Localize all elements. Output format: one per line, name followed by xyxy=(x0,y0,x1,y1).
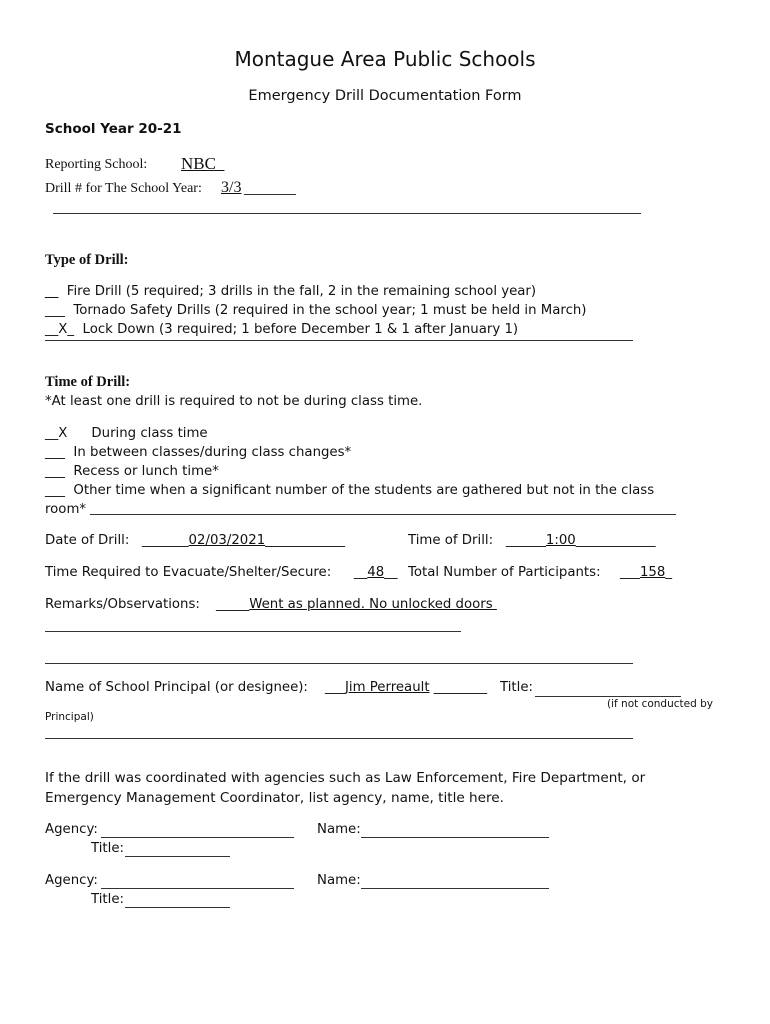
type-of-drill-underline xyxy=(45,340,633,341)
drill-number-label: Drill # for The School Year: xyxy=(45,181,202,196)
title-1-label: Title: xyxy=(91,841,124,856)
evacuate-time-label: Time Required to Evacuate/Shelter/Secure: xyxy=(45,565,332,580)
tornado-drill-option[interactable] xyxy=(45,303,587,319)
between-classes-text: In between classes/during class changes* xyxy=(73,445,352,460)
between-classes-mark: ___ xyxy=(45,445,65,460)
principal-label: Name of School Principal (or designee): xyxy=(45,680,308,695)
agency-2-label: Agency: xyxy=(45,873,98,888)
between-classes-option[interactable] xyxy=(45,445,351,461)
evacuate-time-value[interactable]: __48__ xyxy=(354,565,398,580)
remarks-value[interactable]: _____Went as planned. No unlocked doors xyxy=(216,597,493,612)
time-of-drill-heading: Time of Drill: xyxy=(45,374,131,390)
drill-number-value[interactable]: 3/3 xyxy=(221,179,242,196)
participants-value[interactable]: ___158_ xyxy=(620,565,672,580)
principal-value[interactable]: ___Jim Perreault ________ xyxy=(325,680,487,695)
form-subtitle: Emergency Drill Documentation Form xyxy=(248,88,522,104)
name-2-label: Name: xyxy=(317,873,361,888)
remarks-label: Remarks/Observations: xyxy=(45,597,200,612)
agency-intro-1: If the drill was coordinated with agencies such as Law Enforcement, Fire Department, or xyxy=(45,770,646,786)
other-time-option[interactable] xyxy=(45,483,654,499)
name-1-field[interactable] xyxy=(361,837,549,838)
other-time-mark: ___ xyxy=(45,483,65,498)
principal-title-label: Title: xyxy=(500,680,533,695)
during-class-option[interactable] xyxy=(45,426,208,442)
recess-option[interactable] xyxy=(45,464,219,480)
time-of-drill-value[interactable]: ______1:00____________ xyxy=(506,533,656,548)
date-of-drill-label: Date of Drill: xyxy=(45,533,130,548)
title-2-label: Title: xyxy=(91,892,124,907)
other-time-text: Other time when a significant number of the students are gathered but not in the class xyxy=(73,483,655,498)
principal-title-field[interactable] xyxy=(535,696,681,697)
other-time-wrap: room* xyxy=(45,502,87,517)
principal-underline xyxy=(45,738,633,739)
during-class-text: During class time xyxy=(91,426,208,441)
name-2-field[interactable] xyxy=(361,888,549,889)
fire-drill-option[interactable] xyxy=(45,284,536,300)
time-of-drill-label: Time of Drill: xyxy=(408,533,494,548)
tornado-drill-text: Tornado Safety Drills (2 required in the school year; 1 must be held in March) xyxy=(73,303,587,318)
school-year: School Year 20-21 xyxy=(45,121,182,137)
other-time-underline xyxy=(90,514,676,515)
divider xyxy=(53,213,641,214)
fire-drill-text: Fire Drill (5 required; 3 drills in the fall, 2 in the remaining school year) xyxy=(66,284,537,299)
recess-text: Recess or lunch time* xyxy=(73,464,219,479)
reporting-school-label: Reporting School: xyxy=(45,157,148,172)
page-title: Montague Area Public Schools xyxy=(234,47,536,71)
reporting-school-value[interactable]: NBC xyxy=(181,154,216,173)
fire-drill-mark: _̲_̲ xyxy=(45,284,59,299)
remarks-line-1 xyxy=(45,631,461,632)
lockdown-drill-text: Lock Down (3 required; 1 before December 1 & 1 after January 1) xyxy=(82,322,519,337)
agency-2-field[interactable] xyxy=(101,888,294,889)
drill-number-underline xyxy=(244,194,296,195)
name-1-label: Name: xyxy=(317,822,361,837)
type-of-drill-heading: Type of Drill: xyxy=(45,252,129,268)
lockdown-drill-option[interactable] xyxy=(45,322,518,338)
remarks-line-2 xyxy=(45,663,633,664)
agency-1-field[interactable] xyxy=(101,837,294,838)
during-class-mark: __X xyxy=(45,426,68,441)
agency-intro-2: Emergency Management Coordinator, list agency, name, title here. xyxy=(45,790,504,806)
principal-note-a: (if not conducted by xyxy=(607,698,713,710)
date-of-drill-value[interactable]: _______02/03/2021____________ xyxy=(142,533,345,548)
title-1-field[interactable] xyxy=(125,856,230,857)
time-of-drill-note: *At least one drill is required to not be during class time. xyxy=(45,394,423,409)
principal-note-b: Principal) xyxy=(45,711,94,723)
participants-label: Total Number of Participants: xyxy=(408,565,601,580)
title-2-field[interactable] xyxy=(125,907,230,908)
recess-mark: ___ xyxy=(45,464,65,479)
lockdown-drill-mark: __X_ xyxy=(45,322,75,337)
tornado-drill-mark: ___ xyxy=(45,303,65,318)
agency-1-label: Agency: xyxy=(45,822,98,837)
